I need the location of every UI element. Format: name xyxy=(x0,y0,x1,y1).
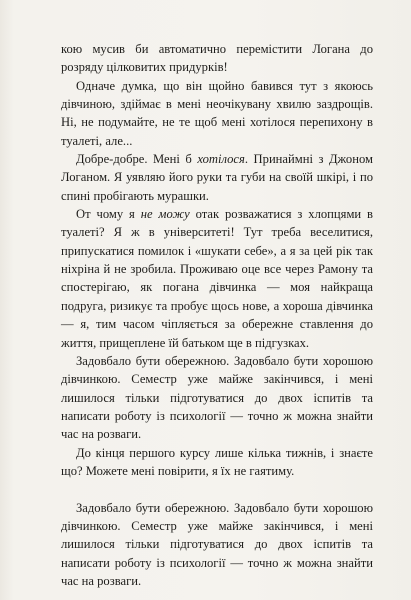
paragraph-4-text-a: От чому я xyxy=(76,207,141,222)
paragraph-3-text-a: Добре-добре. Мені б xyxy=(76,152,198,167)
paragraph-3-text-b: . Принаймні з Джоном Логаном. Я уявляю його руки та губи на своїй шкірі, і по спині пробігають мурашки. xyxy=(61,152,373,203)
paragraph-4 xyxy=(61,205,373,352)
paragraph-6 xyxy=(61,444,373,481)
paragraph-4-text-b: отак розважатися з хлопцями в туалеті? Я ж в університеті! Тут треба веселитися, припускатися помилок і «шукати себе», а я за цей рік так ніхріна й не зробила. Проживаю оце все через Рамону та спостерігаю, як погана дівчинка — моя найкраща подруга, ризикує та пробує щось нове, а хороша дівчинка — я, тим часом чіпляється за обережне ставлення до життя, прищеплене їй батьком ще в підгузках. xyxy=(61,207,373,350)
paragraph-7 xyxy=(61,499,373,591)
paragraph-2-text: Одначе думка, що він щойно бавився тут з якоюсь дівчиною, здіймає в мені неочікувану хвилю заздрощів. Ні, не подумайте, не те щоб мені хотілося перепихону в туалеті, але... xyxy=(61,78,373,148)
paragraph-5-text: Задовбало бути обережною. Задовбало бути хорошою дівчинкою. Семестр уже майже закінчився, і мені лишилося тільки підготуватися до двох іспитів та написати роботу із психології — точно ж можна знайти час на розваги. xyxy=(61,353,373,442)
paragraph-3 xyxy=(61,150,373,205)
paragraph-4-emphasis: не можу xyxy=(140,207,190,222)
paragraph-1 xyxy=(61,40,373,77)
paragraph-6-text: До кінця першого курсу лише кілька тижнів, і знаєте що? Можете мені повірити, я їх не гаятиму. xyxy=(61,445,373,478)
paragraph-3-emphasis: хотілося xyxy=(197,152,245,167)
paragraph-7-text: Задовбало бути обережною. Задовбало бути хорошою дівчинкою. Семестр уже майже закінчився, і мені лишилося тільки підготуватися до двох іспитів та написати роботу із психології — точно ж можна знайти час на розваги. xyxy=(61,500,373,588)
page-text xyxy=(61,40,373,590)
paragraph-1-text: кою мусив би автоматично перемістити Логана до розряду цілковитих придурків! xyxy=(61,42,373,75)
paragraph-5 xyxy=(61,352,373,444)
paragraph-2 xyxy=(61,77,373,150)
